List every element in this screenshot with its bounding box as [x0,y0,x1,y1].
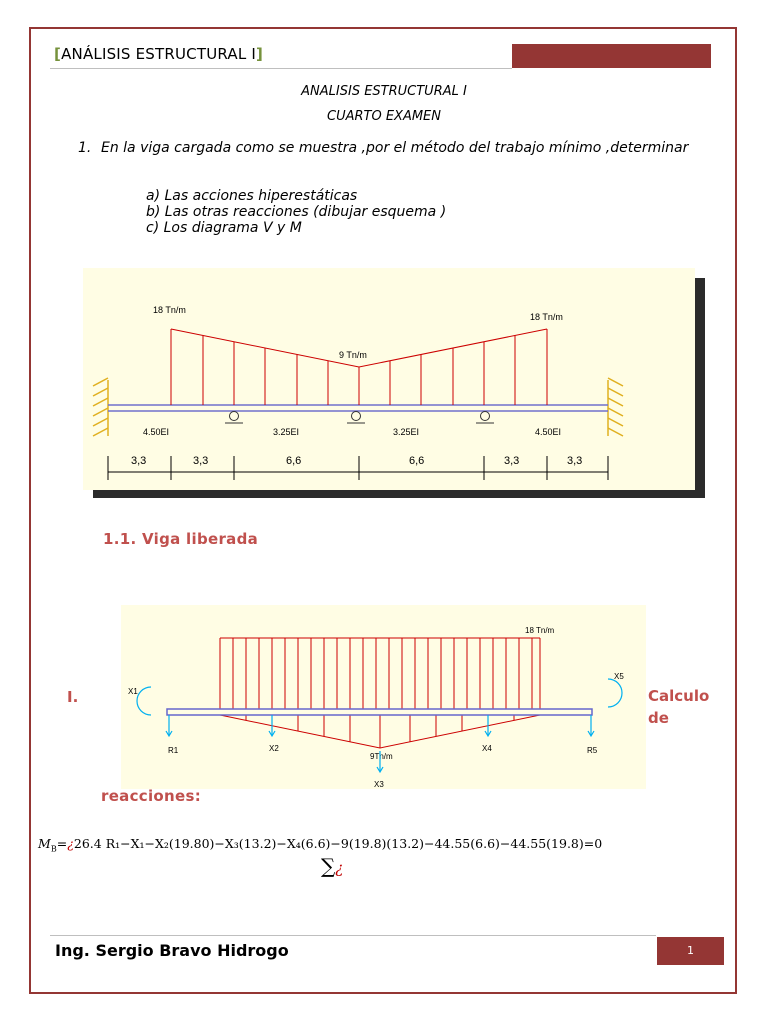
question-number: 1. [78,140,92,156]
question-item: b) Las otras reacciones (dibujar esquema ) [146,204,447,220]
doc-subtitle: CUARTO EXAMEN [327,109,441,124]
load-bottom-label: 9Tn/m [370,752,393,761]
question-item: c) Los diagrama V y M [146,220,302,236]
bracket-close: ] [256,45,264,63]
reactions-heading: reacciones: [101,787,202,805]
page-number: 1 [657,937,724,965]
figure-loaded-beam [83,268,708,500]
span-label: 6,6 [286,455,302,467]
label-x2: X2 [269,744,279,753]
question-items [146,188,446,236]
calc-heading-line2: de [648,709,669,727]
footer-author: Ing. Sergio Bravo Hidrogo [55,941,289,960]
span-label: 3,3 [193,455,209,467]
question-item: a) Las acciones hiperestáticas [146,188,358,204]
load-right-label: 18 Tn/m [530,312,563,322]
span-label: 3,3 [504,455,520,467]
eq-rhs: 26.4 R₁−X₁−X₂(19.80)−X₃(13.2)−X₄(6.6)−9(19.8)(13.2)−44.55(6.6)−44.55(19.8)=0 [73,836,603,851]
eq-sub: B [50,844,57,854]
question-text: En la viga cargada como se muestra ,por el método del trabajo mínimo ,determinar [101,140,689,156]
load-left-label: 18 Tn/m [153,305,186,315]
header-rule [50,68,512,69]
header-title [54,45,263,63]
sigma-expression [321,854,343,878]
doc-title: ANALISIS ESTRUCTURAL I [301,84,467,99]
footer-rule [50,935,656,936]
figure-background [121,605,646,789]
eq-glyph: ¿ [67,836,74,851]
label-x1: X1 [128,687,138,696]
sigma-symbol: ∑ [321,854,336,878]
figure-background [83,268,695,490]
section-label: 3.25EI [273,427,300,437]
calc-heading-line1: Calculo [648,687,710,705]
span-label: 3,3 [567,455,583,467]
span-label: 6,6 [409,455,425,467]
label-r1: R1 [168,746,179,755]
header-bar [512,44,711,68]
list-marker-roman: I. [67,688,79,706]
section-label: 4.50EI [143,427,170,437]
eq-equals: = [56,836,68,851]
sigma-glyph: ¿ [335,859,344,877]
label-r5: R5 [587,746,598,755]
label-x5: X5 [614,672,624,681]
section-heading: 1.1. Viga liberada [103,530,259,548]
load-top-label: 18 Tn/m [525,626,555,635]
bracket-open: [ [54,45,62,63]
eq-lhs: M [38,836,51,851]
load-mid-label: 9 Tn/m [339,350,367,360]
section-label: 4.50EI [535,427,562,437]
label-x3: X3 [374,780,384,789]
label-x4: X4 [482,744,492,753]
section-label: 3.25EI [393,427,420,437]
span-label: 3,3 [131,455,147,467]
figure-released-beam [121,605,646,789]
header-title-text: ANÁLISIS ESTRUCTURAL I [61,45,257,63]
moment-equation [38,836,602,854]
